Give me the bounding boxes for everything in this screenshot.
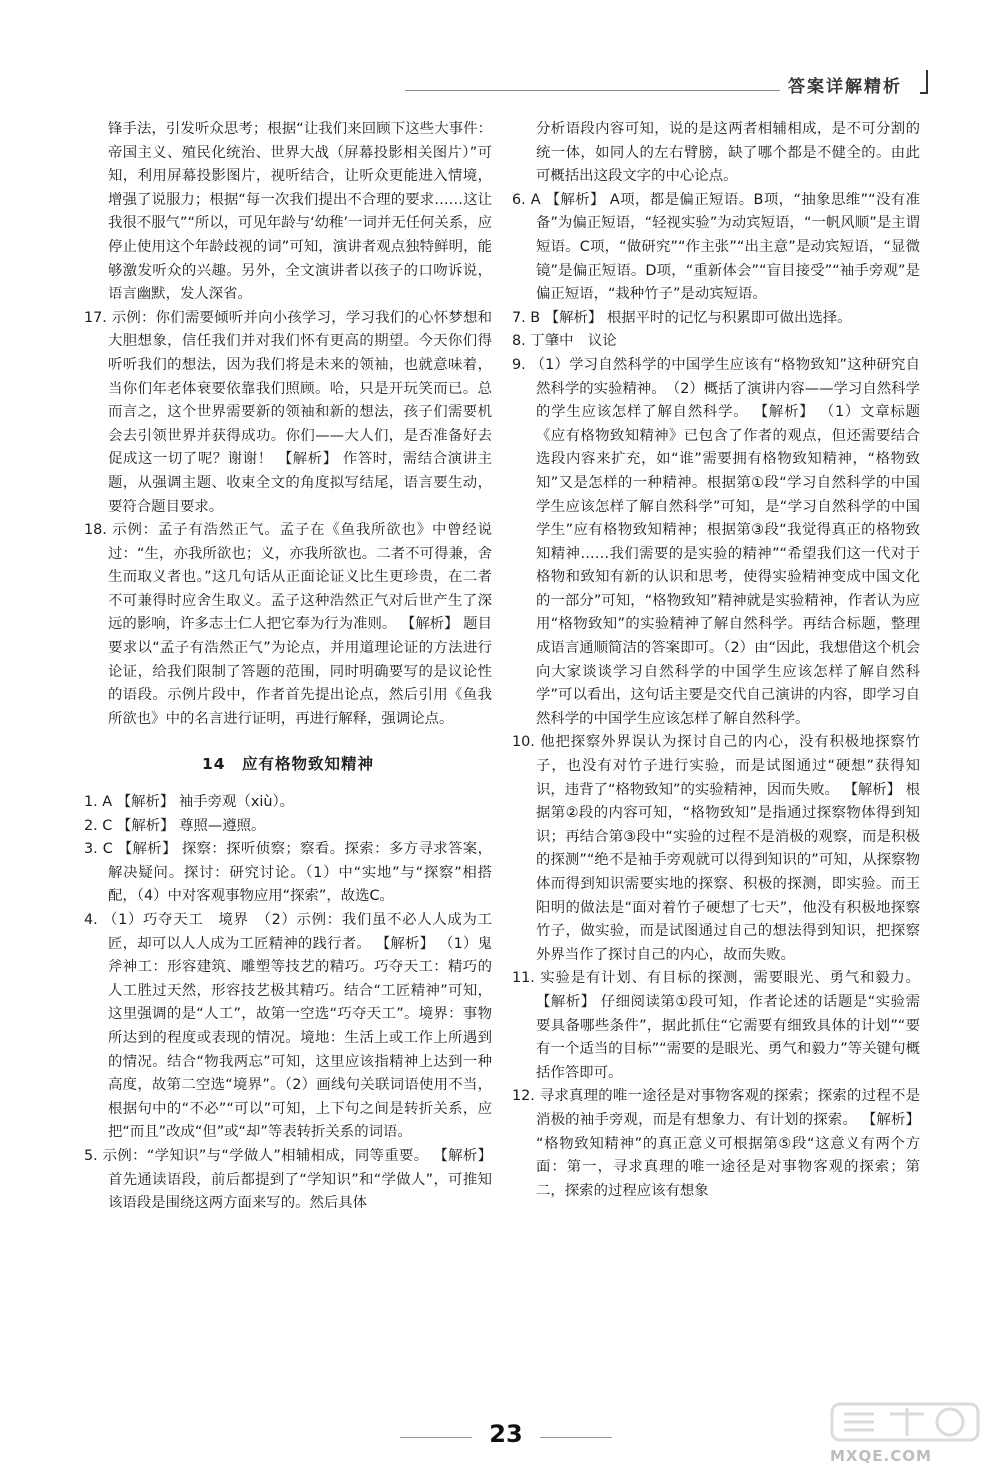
- footer-rule-left: [400, 1437, 472, 1438]
- answer-14-11: 11. 实验是有计划、有目标的探测，需要眼光、勇气和毅力。 【解析】 仔细阅读第①段可知，作者论述的话题是“实验需要具备哪些条件”，据此抓住“它需要有细致具体的计划”“要有一个适当的目标”“需要的是眼光、勇气和毅力”等关键句概括作答即可。: [512, 970, 920, 1081]
- answer-14-10: 10. 他把探察外界误认为探讨自己的内心，没有积极地探察竹子，也没有对竹子进行实验，而是试图通过“硬想”获得知识，违背了“格物致知”的实验精神，因而失败。 【解析】 根据第②段的内容可知，“格物致知”是指通过探察物体得到知识；再结合第③段中“实验的过程不是消极的观察，而是积极的探测”“绝不是袖手旁观就可以得到知识的”可知，从探察物体而得到知识需要实地的探察、积极的探测，即实验。而王阳明的做法是“面对着竹子硬想了七天”，他没有积极地探察竹子，做实验，而是试图通过自己的想法得到知识，把探察外界当作了探讨自己的内心，故而失败。: [512, 734, 920, 963]
- answer-14-5: 5. 示例：“学知识”与“学做人”相辅相成，同等重要。 【解析】 首先通读语段，前后都提到了“学知识”和“学做人”，可推知该语段是围绕这两方面来写的。然后具体: [84, 1147, 492, 1212]
- answer-17: 17. 示例：你们需要倾听并向小孩学习，学习我们的心怀梦想和大胆想象，信任我们并对我们怀有更高的期望。今天你们得听听我们的想法，因为我们将是未来的领袖，也就意味着，当你们年老体衰要依靠我们照顾。哈，只是开玩笑而已。总而言之，这个世界需要新的领袖和新的想法，孩子们需要机会去引领世界并获得成功。你们——大人们，是否准备好去促成这一切了呢？谢谢！ 【解析】 作答时，需结合演讲主题，从强调主题、收束全文的角度拟写结尾，语言要生动，要符合题目要求。: [84, 309, 492, 515]
- answer-14-9: 9. （1）学习自然科学的中国学生应该有“格物致知”这种研究自然科学的实验精神。 （2）概括了演讲内容——学习自然科学的学生应该怎样了解自然科学。 【解析】 （1）文章标题《应有格物致知精神》已包含了作者的观点，但还需要结合选段内容来扩充，如“谁”需要拥有格物致知精神，“格物致知”又是怎样的一种精神。根据第①段“学习自然科学的中国学生应该怎样了解自然科学”可知，是“学习自然科学的中国学生”应有格物致知精神；根据第③段“我觉得真正的格物致知精神……我们需要的是实验的精神”“希望我们这一代对于格物和致知有新的认识和思考，使得实验精神变成中国文化的一部分”可知，“格物致知”精神就是实验精神，作者认为应用“格物致知”的实验精神了解自然科学。再结合标题，整理成语言通顺简洁的答案即可。（2）由“因此，我想借这个机会向大家谈谈学习自然科学的中国学生应该怎样了解自然科学”可以看出，这句话主要是交代自己演讲的内容，即学习自然科学的中国学生应该怎样了解自然科学。: [512, 356, 920, 727]
- answer-14-6: 6. A 【解析】 A项，都是偏正短语。B项，“抽象思维”“没有准备”为偏正短语，“轻视实验”为动宾短语，“一帆风顺”是主谓短语。C项，“做研究”“作主张”“出主意”是动宾短语，“显微镜”是偏正短语。D项，“重新体会”“盲目接受”“袖手旁观”是偏正短语，“栽种竹子”是动宾短语。: [512, 191, 920, 303]
- section-title: 14 应有格物致知精神: [201, 755, 375, 774]
- watermark-url: MXQE.COM: [830, 1447, 932, 1465]
- answer-14-4: 4. （1）巧夺天工 境界 （2）示例：我们虽不必人人成为工匠，却可以人人成为工匠精神的践行者。 【解析】 （1）鬼斧神工：形容建筑、雕塑等技艺的精巧。巧夺天工：精巧的人工胜过天然，形容技艺极其精巧。结合“工匠精神”可知，这里强调的是“人工”，故第一空选“巧夺天工”。境界：事物所达到的程度或表现的情况。境地：生活上或工作上所遇到的情况。结合“物我两忘”可知，这里应该指精神上达到一种高度，故第二空选“境界”。（2）画线句关联词语使用不当，根据句中的“不必”“可以”可知，上下句之间是转折关系，应把“而且”改成“但”或“却”等表转折关系的词语。: [84, 912, 492, 1141]
- answer-14-2: 2. C 【解析】 尊照—遵照。: [84, 817, 266, 834]
- right-column: [512, 118, 920, 1203]
- answer-14-8: 8. 丁肇中 议论: [512, 333, 617, 350]
- left-column: [84, 118, 492, 1216]
- answer-14-1: 1. A 【解析】 袖手旁观（xiù）。: [84, 794, 295, 811]
- footer-rule-right: [540, 1437, 612, 1438]
- answer-18: 18. 示例：孟子有浩然正气。孟子在《鱼我所欲也》中曾经说过：“生，亦我所欲也；义，亦我所欲也。二者不可得兼，舍生而取义者也。”这几句话从正面论证义比生更珍贵，在二者不可兼得时应舍生取义。孟子这种浩然正气对后世产生了深远的影响，许多志士仁人把它奉为行为准则。 【解析】 题目要求以“孟子有浩然正气”为论点，并用道理论证的方法进行论证，给我们限制了答题的范围，同时明确要写的是议论性的语段。示例片段中，作者首先提出论点，然后引用《鱼我所欲也》中的名言进行证明，再进行解释，强调论点。: [84, 522, 492, 727]
- header-title: 答案详解精析: [788, 77, 902, 97]
- answer-14-12: 12. 寻求真理的唯一途径是对事物客观的探索；探索的过程不是消极的袖手旁观，而是有想象力、有计划的探索。 【解析】 “格物致知精神”的真正意义可根据第⑤段“这意义有两个方面：第一，寻求真理的唯一途径是对事物客观的探索；第二，探索的过程应该有想象: [512, 1088, 920, 1199]
- watermark-logo-icon: [830, 1398, 980, 1446]
- header-bracket: [920, 70, 928, 94]
- continued-paragraph: 锋手法，引发听众思考；根据“让我们来回顾下这些大事件：帝国主义、殖民化统治、世界大战（屏幕投影相关图片）”可知，利用屏幕投影图片，视听结合，让听众更能进入情境，增强了说服力；根据“每一次我们提出不合理的要求……这让我很不服气”“所以，可见年龄与‘幼稚’一词并无任何关系，应停止使用这个年龄歧视的词”可知，演讲者观点独特鲜明，能够激发听众的兴趣。另外，全文演讲者以孩子的口吻诉说，语言幽默，发人深省。: [108, 121, 492, 303]
- header-rule: [405, 90, 780, 91]
- answer-14-3: 3. C 【解析】 探察：探听侦察；察看。探索：多方寻求答案，解决疑问。探讨：研究讨论。（1）中“实地”与“探察”相搭配，（4）中对客观事物应用“探索”，故选C。: [84, 841, 492, 905]
- page-number: 23: [489, 1420, 523, 1448]
- answer-14-7: 7. B 【解析】 根据平时的记忆与积累即可做出选择。: [512, 309, 852, 326]
- continued-paragraph: 分析语段内容可知，说的是这两者相辅相成，是不可分割的统一体，如同人的左右臂膀，缺了哪个都是不健全的。由此可概括出这段文字的中心论点。: [536, 121, 920, 185]
